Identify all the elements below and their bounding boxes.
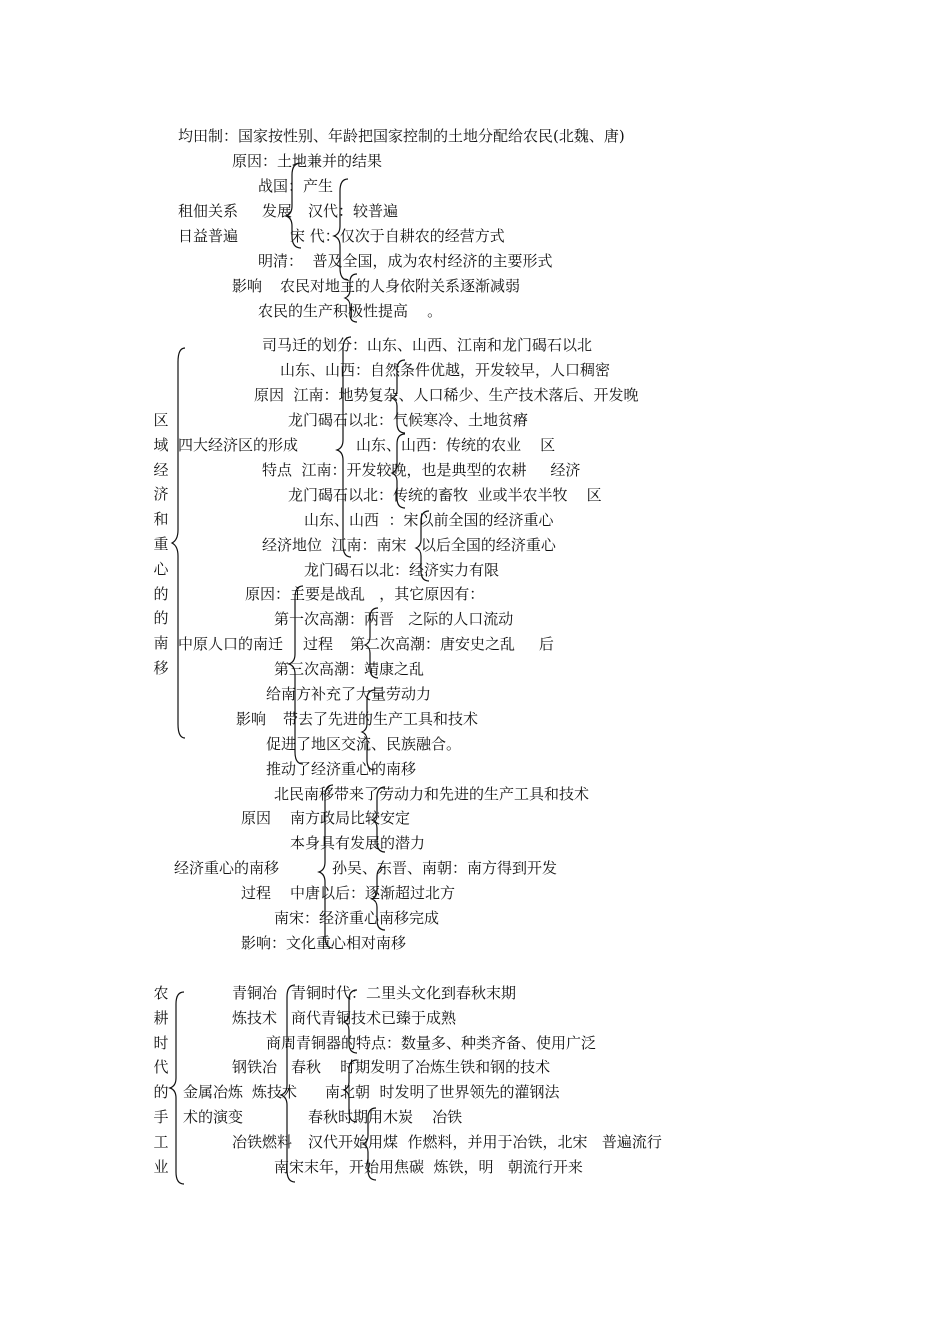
vertical-title-char: 业: [153, 1157, 169, 1176]
migration-process-label: 过程: [303, 635, 334, 653]
bronze-smelting-label-2: 炼技术: [232, 1009, 278, 1027]
metal-smelting-heading-1: 金属冶炼: [183, 1083, 244, 1101]
impact-exchange-line: 促进了地区交流、民族融合。: [266, 735, 462, 753]
shift-impact-line: 影响：文化重心相对南移: [241, 934, 407, 952]
equal-field-system-line: 均田制：国家按性别、年龄把国家控制的土地分配给农民(北魏、唐): [178, 127, 625, 145]
handicraft-vertical-title: [153, 981, 169, 1179]
vertical-title-char: 的: [153, 609, 169, 628]
tenancy-cause-line: 原因：土地兼并的结果: [232, 152, 383, 170]
bracket-handicraft: [170, 992, 184, 1184]
tenancy-ming-qing-line: 明清： 普及全国，成为农村经济的主要形式: [258, 252, 553, 270]
tenancy-heading: 租佃关系: [178, 202, 239, 220]
bronze-age-line: 青铜时代：二里头文化到春秋末期: [291, 984, 517, 1002]
vertical-title-char: 耕: [153, 1008, 169, 1027]
sima-qian-division-line: 司马迁的划分：山东、山西、江南和龙门碣石以北: [262, 336, 593, 354]
vertical-title-char: 时: [153, 1033, 169, 1052]
migration-heading: 中原人口的南迁: [178, 635, 284, 653]
vertical-title-char: 济: [153, 485, 169, 504]
vertical-title-char: 的: [153, 584, 169, 603]
status-shandong-line: 山东、山西 ：宋以前全国的经济重心: [304, 511, 554, 529]
vertical-title-char: 和: [153, 510, 169, 529]
steel-smelting-label-1: 钢铁冶: [232, 1058, 278, 1076]
first-wave-line: 第一次高潮：两晋 之际的人口流动: [274, 610, 514, 628]
feature-jiangnan-line: 特点 江南：开发较晚，也是典型的农耕 经济: [262, 461, 581, 479]
shift-process-label: 过程: [241, 884, 272, 902]
third-wave-line: 第三次高潮：靖康之乱: [274, 660, 425, 678]
shift-cause-line-1: 北民南移带来了劳动力和先进的生产工具和技术: [274, 785, 590, 803]
tenancy-warring-states-line: 战国：产生: [258, 177, 334, 195]
vertical-title-char: 域: [153, 435, 169, 454]
vertical-title-char: 代: [153, 1058, 169, 1077]
cause-shandong-line: 山东、山西：自然条件优越，开发较早，人口稠密: [280, 361, 611, 379]
shift-cause-label: 原因: [241, 809, 272, 827]
four-regions-heading: 四大经济区的形成: [178, 436, 299, 454]
tenancy-song-line: 宋 代：仅次于自耕农的经营方式: [290, 227, 505, 245]
impact-shift-line: 推动了经济重心的南移: [266, 760, 417, 778]
tenancy-development-label: 发展: [262, 202, 293, 220]
vertical-title-char: 区: [153, 411, 169, 429]
migration-impact-label: 影响: [236, 710, 267, 728]
shift-process-line-3: 南宋：经济重心南移完成: [274, 909, 440, 927]
charcoal-line: 春秋时期用木炭 冶铁: [308, 1108, 463, 1126]
cause-jiangnan-line: 原因 江南：地势复杂、人口稀少、生产技术落后、开发晚: [254, 386, 639, 404]
shift-process-line-1: 孙吴、东晋、南朝：南方得到开发: [332, 859, 558, 877]
shift-cause-line-3: 本身具有发展的潜力: [290, 834, 426, 852]
shang-bronze-line: 商代青铜技术已臻于成熟: [291, 1009, 457, 1027]
vertical-title-char: 移: [153, 658, 169, 677]
metal-smelting-heading-2: 术的演变: [183, 1108, 244, 1126]
vertical-title-char: 经: [153, 460, 169, 479]
shift-process-line-2: 中唐以后：逐渐超过北方: [290, 884, 456, 902]
tenancy-impact-line-1: 农民对地主的人身依附关系逐渐减弱: [280, 277, 521, 295]
economic-center-shift-heading: 经济重心的南移: [174, 859, 280, 877]
vertical-title-char: 农: [153, 984, 169, 1002]
migration-cause-line: 原因：主要是战乱 ，其它原因有：: [245, 585, 485, 603]
tenancy-impact-label: 影响: [232, 277, 263, 295]
second-wave-line: 第二次高潮：唐安史之乱 后: [350, 635, 554, 653]
tenancy-heading-2: 日益普遍: [178, 227, 239, 245]
iron-fuel-label: 冶铁燃料: [232, 1133, 293, 1151]
tenancy-han-line: 汉代：较普遍: [308, 202, 399, 220]
vertical-title-char: 重: [153, 534, 169, 553]
cause-longmen-line: 龙门碣石以北：气候寒冷、土地贫瘠: [288, 411, 529, 429]
feature-shandong-line: 山东、山西：传统的农业 区: [356, 436, 556, 454]
tenancy-impact-line-2: 农民的生产积极性提高 。: [258, 302, 443, 320]
vertical-title-char: 的: [153, 1083, 169, 1102]
vertical-title-char: 南: [153, 634, 169, 653]
steel-smelting-label-2: 炼技术: [252, 1083, 298, 1101]
regional-economy-vertical-title: [153, 408, 169, 681]
vertical-title-char: 手: [153, 1107, 169, 1126]
coal-line: 汉代开始用煤 作燃料，并用于冶铁，北宋 普遍流行: [308, 1133, 662, 1151]
bronze-smelting-label-1: 青铜冶: [232, 984, 278, 1002]
guan-steel-line: 南北朝 时发明了世界领先的灌钢法: [325, 1083, 560, 1101]
impact-labor-line: 给南方补充了大量劳动力: [266, 685, 432, 703]
vertical-title-char: 心: [153, 559, 169, 578]
impact-tools-line: 带去了先进的生产工具和技术: [283, 710, 479, 728]
vertical-title-char: 工: [153, 1132, 169, 1151]
bracket-regional-economy: [172, 348, 185, 738]
status-jiangnan-line: 经济地位 江南：南宋 以后全国的经济重心: [262, 536, 556, 554]
status-longmen-line: 龙门碣石以北：经济实力有限: [304, 561, 500, 579]
feature-longmen-line: 龙门碣石以北：传统的畜牧 业或半农半牧 区: [288, 486, 602, 504]
shift-cause-line-2: 南方政局比较安定: [290, 809, 411, 827]
bronze-features-line: 商周青铜器的特点：数量多、种类齐备、使用广泛: [266, 1034, 597, 1052]
spring-autumn-iron-line: 春秋 时期发明了冶炼生铁和钢的技术: [291, 1058, 551, 1076]
coke-line: 南宋末年，开始用焦碳 炼铁，明 朝流行开来: [274, 1158, 583, 1176]
